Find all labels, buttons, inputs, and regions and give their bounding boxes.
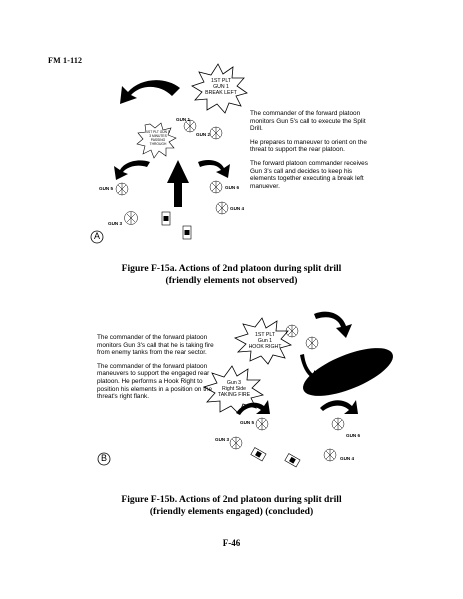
burst-line: Gun 1 <box>257 338 273 344</box>
note-paragraph: The commander of the forward platoon maneuvers to support the engaged rear platoon. He performs a Hook Right to position his elements in a position on the threat's right flank. <box>97 362 213 401</box>
figure-a-caption <box>0 263 463 286</box>
tank-icon <box>251 448 266 461</box>
helicopter-icon <box>324 449 336 461</box>
gun-label: GUN 4 <box>230 206 245 211</box>
burst-text-small <box>142 130 174 146</box>
helicopter-icon <box>230 437 242 449</box>
burst-text <box>245 332 285 350</box>
helicopter-icon <box>210 181 222 193</box>
burst-line: HOOK RIGHT <box>248 344 282 350</box>
helicopter-icon <box>256 418 268 430</box>
burst-line: Right Side <box>222 386 246 392</box>
helicopter-icon <box>306 337 318 349</box>
helicopter-icon <box>210 127 222 139</box>
figure-marker-label: A <box>94 231 101 241</box>
tank-icon <box>162 212 170 225</box>
burst-line: PASSING <box>150 138 166 142</box>
large-curved-arrow <box>120 80 180 104</box>
figure-marker-label: B <box>101 453 108 463</box>
figure-a-notes <box>250 110 375 196</box>
figure-b-caption <box>0 494 463 517</box>
tank-icon <box>285 454 300 467</box>
up-arrow <box>167 160 189 207</box>
burst-line: Gun 3 <box>226 380 242 386</box>
gun-label: GUN 3 <box>108 221 123 226</box>
burst-line: 1ST PLT <box>255 332 275 338</box>
helicopter-icon <box>125 212 138 225</box>
gun-label: GUN 6 <box>346 433 361 438</box>
burst-line: TAKING FIRE <box>217 392 251 398</box>
caption-line: Figure F-15b. Actions of 2nd platoon during split drill <box>121 494 342 505</box>
gun-label: GUN 2 <box>196 132 211 137</box>
gun-label: GUN 5 <box>99 186 114 191</box>
enemy-threat-area <box>297 338 399 405</box>
figure-b-notes <box>97 334 225 407</box>
gun-label: GUN 4 <box>340 456 355 461</box>
gun-label: GUN 3 <box>215 437 230 442</box>
helicopter-icon <box>332 418 344 430</box>
document-id: FM 1-112 <box>48 56 83 65</box>
burst-line: BREAK LEFT <box>205 90 237 96</box>
note-paragraph: The commander of the forward platoon monitors Gun 3's call that he is taking fire from enemy tanks from the rear sector. <box>97 334 214 357</box>
gun-label: GUN 5 <box>240 420 255 425</box>
burst-line: 1ST PLT GUN 5 <box>146 130 170 134</box>
helicopter-icon <box>216 202 228 214</box>
note-paragraph: The forward platoon commander receives Gun 3's call and decides to keep his elements together executing a break left manuever. <box>250 159 368 190</box>
caption-line: Figure F-15a. Actions of 2nd platoon during split drill <box>121 263 342 274</box>
right-curved-arrow <box>198 160 230 178</box>
left-curved-arrow <box>114 160 150 180</box>
curved-arrow <box>320 400 358 414</box>
note-paragraph: He prepares to maneuver to orient on the threat to support the rear platoon. <box>250 138 367 154</box>
curved-arrow <box>314 312 352 338</box>
tank-icon <box>183 226 191 239</box>
burst-line: GUN 1 <box>213 84 229 90</box>
burst-line: 3 MINUTES <box>149 134 167 138</box>
burst-line: THROUGH <box>149 142 167 146</box>
caption-line: (friendly elements engaged) (concluded) <box>149 505 314 517</box>
gun-label: GUN 1 <box>176 117 191 122</box>
note-paragraph: The commander of the forward platoon monitors Gun 5's call to execute the Split Drill. <box>250 110 366 133</box>
gun-label: GUN 6 <box>225 185 240 190</box>
helicopter-icon <box>116 183 128 195</box>
page-number: F-46 <box>222 538 241 548</box>
burst-line: 1ST PLT <box>211 78 231 84</box>
caption-line: (friendly elements not observed) <box>165 274 298 286</box>
burst-text <box>203 78 239 96</box>
